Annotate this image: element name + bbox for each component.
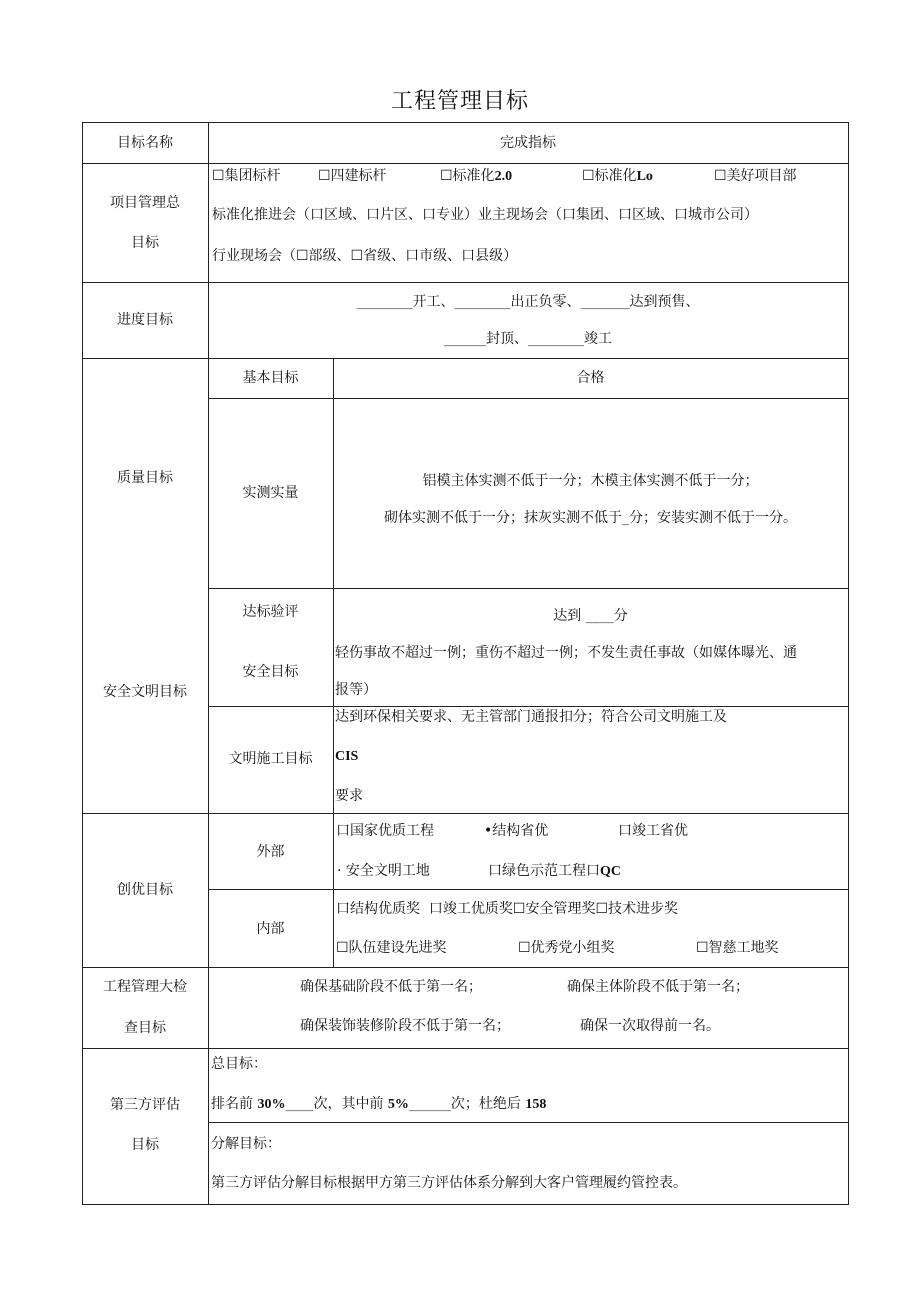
acceptance-value: 达到 ____分: [553, 608, 628, 624]
safety-line-1: 轻伤事故不超过一例；重伤不超过一例；不发生责任事故（如媒体曝光、通: [335, 645, 797, 661]
inspection-item-main: 确保主体阶段不低于第一名；: [567, 979, 749, 995]
civil-line-1: 达到环保相关要求、无主管部门通报扣分；符合公司文明施工及: [335, 709, 727, 725]
internal-line-1: 口结构优质奖 口竣工优质奖☐安全管理奖☐技术进步奖: [336, 901, 679, 917]
internal-item-party: ☐优秀党小组奖: [518, 940, 615, 956]
internal-item-team: ☐队伍建设先进奖: [336, 940, 447, 956]
page-title: 工程管理目标: [390, 89, 529, 114]
external-item-completion: 口竣工省优: [618, 823, 688, 839]
basic-target-label: 基本目标: [242, 370, 299, 386]
internal-item-smart-site: ☐智慈工地奖: [696, 940, 779, 956]
inspection-label-2: 查目标: [124, 1020, 166, 1036]
project-label-2: 目标: [131, 235, 159, 251]
project-benchmark-sijian: ☐四建标杆: [318, 168, 387, 184]
measure-line-1: 铝模主体实测不低于一分；木模主体实测不低于一分；: [422, 473, 759, 489]
inspection-item-foundation: 确保基础阶段不低于第一名；: [300, 979, 482, 995]
quality-label: 质量目标: [117, 470, 173, 486]
project-benchmark-group: ☐集团标杆: [212, 168, 281, 184]
civil-line-3: 要求: [335, 788, 363, 804]
civil-construction-label: 文明施工目标: [228, 751, 313, 767]
rank-line: 排名前 30%____次，其中前 5%______次；杜绝后 158: [211, 1096, 547, 1112]
inspection-label: 工程管理大检: [103, 979, 187, 995]
safety-civil-label: 安全文明目标: [103, 684, 187, 700]
project-standard-20: ☐标准化2.0: [440, 168, 513, 184]
breakdown-text: 第三方评估分解目标根据甲方第三方评估体系分解到大客户管理履约管控表。: [211, 1175, 687, 1191]
external-item-national: 口国家优质工程: [336, 823, 434, 839]
excellence-label: 创优目标: [117, 882, 173, 898]
acceptance-label: 达标验评: [242, 604, 299, 620]
progress-label: 进度目标: [117, 312, 173, 328]
inspection-item-decoration: 确保装饰装修阶段不低于第一名；: [300, 1018, 510, 1034]
project-line-3: 行业现场会（☐部级、☐省级、口市级、口县级）: [212, 248, 518, 264]
third-party-label: 第三方评估: [110, 1097, 180, 1113]
measure-label: 实测实量: [242, 485, 299, 501]
external-label: 外部: [256, 844, 285, 860]
project-standard-lo: ☐标准化Lo: [582, 168, 653, 184]
total-target-label: 总目标：: [211, 1056, 267, 1072]
header-index: 完成指标: [500, 135, 556, 151]
progress-line-1: ________开工、________出正负零、_______达到预售、: [356, 294, 700, 310]
external-item-safety-site: · 安全文明工地: [337, 863, 430, 879]
measure-line-2: 砌体实测不低于一分；抹灰实测不低于_分；安装实测不低于一分。: [384, 510, 797, 526]
internal-label: 内部: [256, 921, 285, 937]
inspection-item-first: 确保一次取得前一名。: [580, 1018, 720, 1034]
project-beautiful-dept: ☐美好项目部: [714, 168, 797, 184]
breakdown-target-label: 分解目标：: [211, 1136, 281, 1152]
project-line-2: 标准化推进会（口区域、口片区、口专业）业主现场会（口集团、口区域、口城市公司）: [212, 207, 758, 223]
basic-target-value: 合格: [576, 370, 605, 386]
project-label: 项目管理总: [110, 195, 180, 211]
civil-line-2: CIS: [335, 749, 359, 764]
header-name: 目标名称: [117, 135, 173, 151]
third-party-label-2: 目标: [131, 1137, 159, 1153]
safety-line-2: 报等）: [335, 682, 377, 698]
safety-target-label: 安全目标: [242, 664, 299, 680]
external-item-green-qc: 口绿色示范工程口QC: [488, 863, 621, 879]
external-item-structure: •结构省优: [484, 823, 549, 839]
progress-line-2: ______封顶、________竣工: [444, 331, 612, 347]
